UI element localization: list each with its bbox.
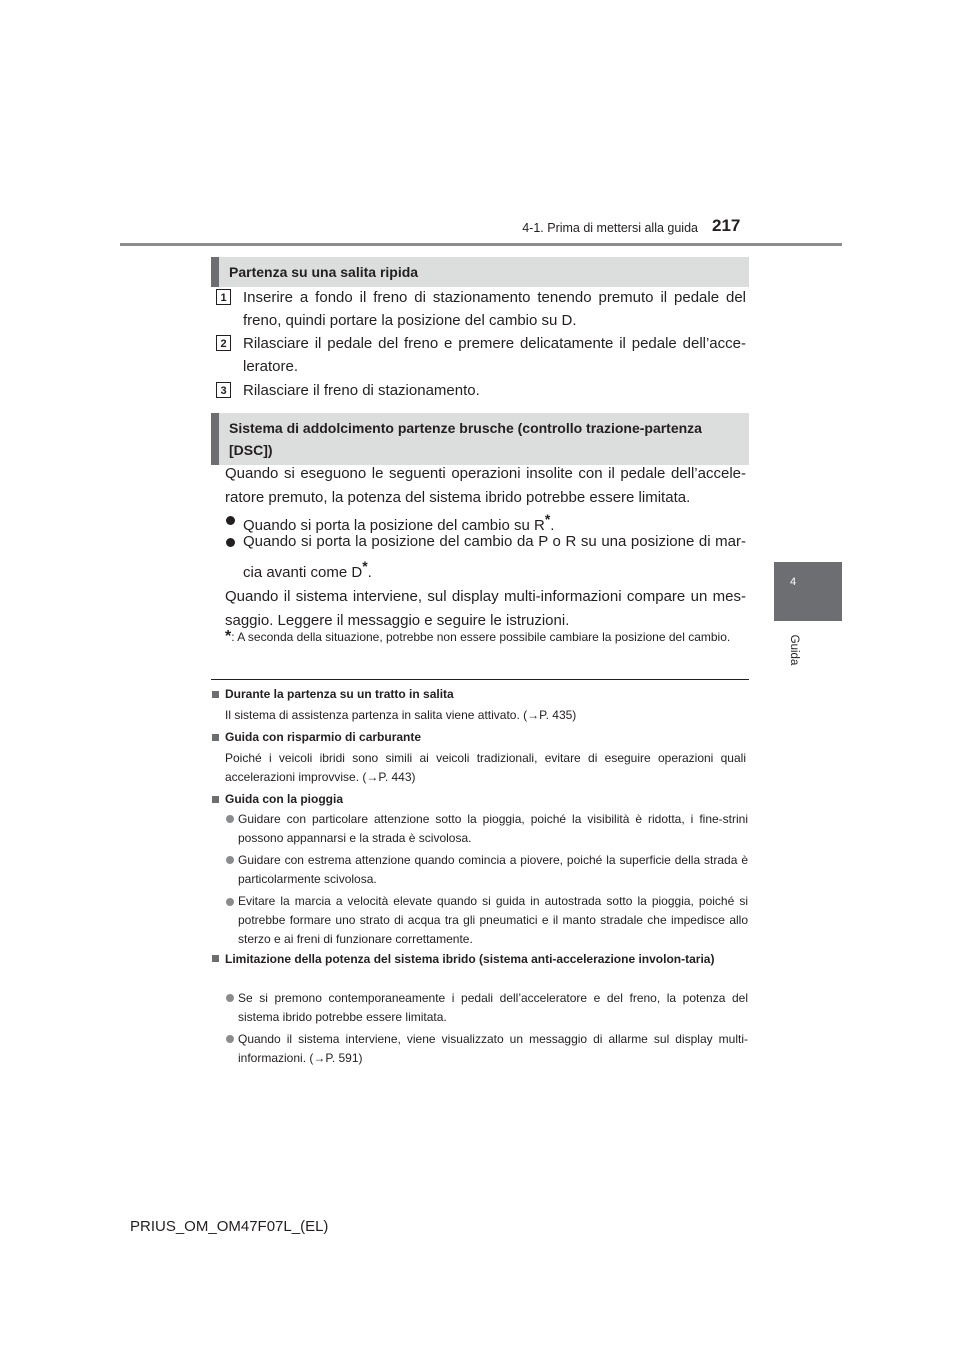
section-heading-dsc	[211, 413, 749, 465]
step-text-1: Inserire a fondo il freno di stazionamento tenendo premuto il pedale del freno, quindi portare la posizione del cambio su D.	[243, 289, 746, 329]
square-bullet-icon	[212, 734, 219, 741]
section-heading-text: Partenza su una salita ripida	[229, 264, 419, 280]
section-divider	[211, 679, 749, 680]
chapter-label-container	[784, 630, 804, 690]
info-title-3: Guida con la pioggia	[225, 792, 344, 806]
page-number: 217	[712, 216, 741, 235]
info-bullet-3-3: Evitare la marcia a velocità elevate quando si guida in autostrada sotto la pioggia, poiché si potrebbe formare uno strato di acqua tra gli pneumatici e il manto stradale che impedisce allo sterzo e ai freni di funzionare correttamente.	[238, 894, 748, 946]
info-bullet-4-2: Quando il sistema interviene, viene visualizzato un messaggio di allarme sul display multi-informazioni. (→P. 591)	[238, 1032, 748, 1065]
document-code-footer: PRIUS_OM_OM47F07L_(EL)	[130, 1218, 329, 1235]
info-body-1: Il sistema di assistenza partenza in salita viene attivato. (→P. 435)	[225, 708, 577, 722]
dsc-bullet-2: Quando si porta la posizione del cambio da P o R su una posizione di mar-cia avanti come D*.	[243, 533, 746, 581]
step-text-2: Rilasciare il pedale del freno e premere delicatamente il pedale dell’acce-leratore.	[243, 335, 746, 375]
running-header-section: 4-1. Prima di mettersi alla guida	[522, 221, 698, 235]
step-number-2: 2	[216, 335, 231, 351]
step-text-3: Rilasciare il freno di stazionamento.	[243, 382, 480, 399]
section-heading-text: Sistema di addolcimento partenze brusche (controllo trazione-partenza [DSC])	[229, 420, 702, 458]
chapter-label: Guida	[788, 634, 800, 666]
chapter-tab[interactable]	[774, 562, 842, 621]
footnote: *: A seconda della situazione, potrebbe non essere possibile cambiare la posizione del cambio.	[225, 628, 731, 645]
dsc-intro: Quando si eseguono le seguenti operazioni insolite con il pedale dell’accele-ratore premuto, la potenza del sistema ibrido potrebbe essere limitata.	[225, 465, 746, 506]
bullet-dot	[226, 538, 235, 547]
dsc-outro: Quando il sistema interviene, sul display multi-informazioni compare un mes-saggio. Leggere il messaggio e seguire le istruzioni.	[225, 588, 746, 629]
step-number-3: 3	[216, 382, 231, 398]
info-body-2: Poiché i veicoli ibridi sono simili ai veicoli tradizionali, evitare di eseguire operazioni quali accelerazioni improvvise. (→P. 443)	[225, 751, 746, 784]
grey-bullet-icon	[226, 994, 234, 1002]
header-rule	[120, 243, 842, 246]
grey-bullet-icon	[226, 815, 234, 823]
info-title-2: Guida con risparmio di carburante	[225, 730, 422, 744]
dsc-bullet-1: Quando si porta la posizione del cambio su R*.	[243, 511, 555, 534]
info-bullet-3-2: Guidare con estrema attenzione quando comincia a piovere, poiché la superficie della strada è particolarmente scivolosa.	[238, 853, 748, 886]
grey-bullet-icon	[226, 898, 234, 906]
grey-bullet-icon	[226, 1035, 234, 1043]
square-bullet-icon	[212, 955, 219, 962]
info-title-1: Durante la partenza su un tratto in salita	[225, 687, 454, 701]
info-bullet-3-1: Guidare con particolare attenzione sotto la pioggia, poiché la visibilità è ridotta, i fine-strini possono appannarsi e la strada è scivolosa.	[238, 812, 748, 845]
square-bullet-icon	[212, 691, 219, 698]
step-number-1: 1	[216, 289, 231, 305]
square-bullet-icon	[212, 796, 219, 803]
info-bullet-4-1: Se si premono contemporaneamente i pedali dell’acceleratore e del freno, la potenza del sistema ibrido potrebbe essere limitata.	[238, 991, 748, 1024]
grey-bullet-icon	[226, 856, 234, 864]
chapter-tab-number: 4	[790, 576, 797, 588]
info-title-4: Limitazione della potenza del sistema ibrido (sistema anti-accelerazione involon-taria)	[225, 952, 715, 966]
bullet-dot	[226, 516, 235, 525]
section-heading-steep-slope	[211, 257, 749, 287]
